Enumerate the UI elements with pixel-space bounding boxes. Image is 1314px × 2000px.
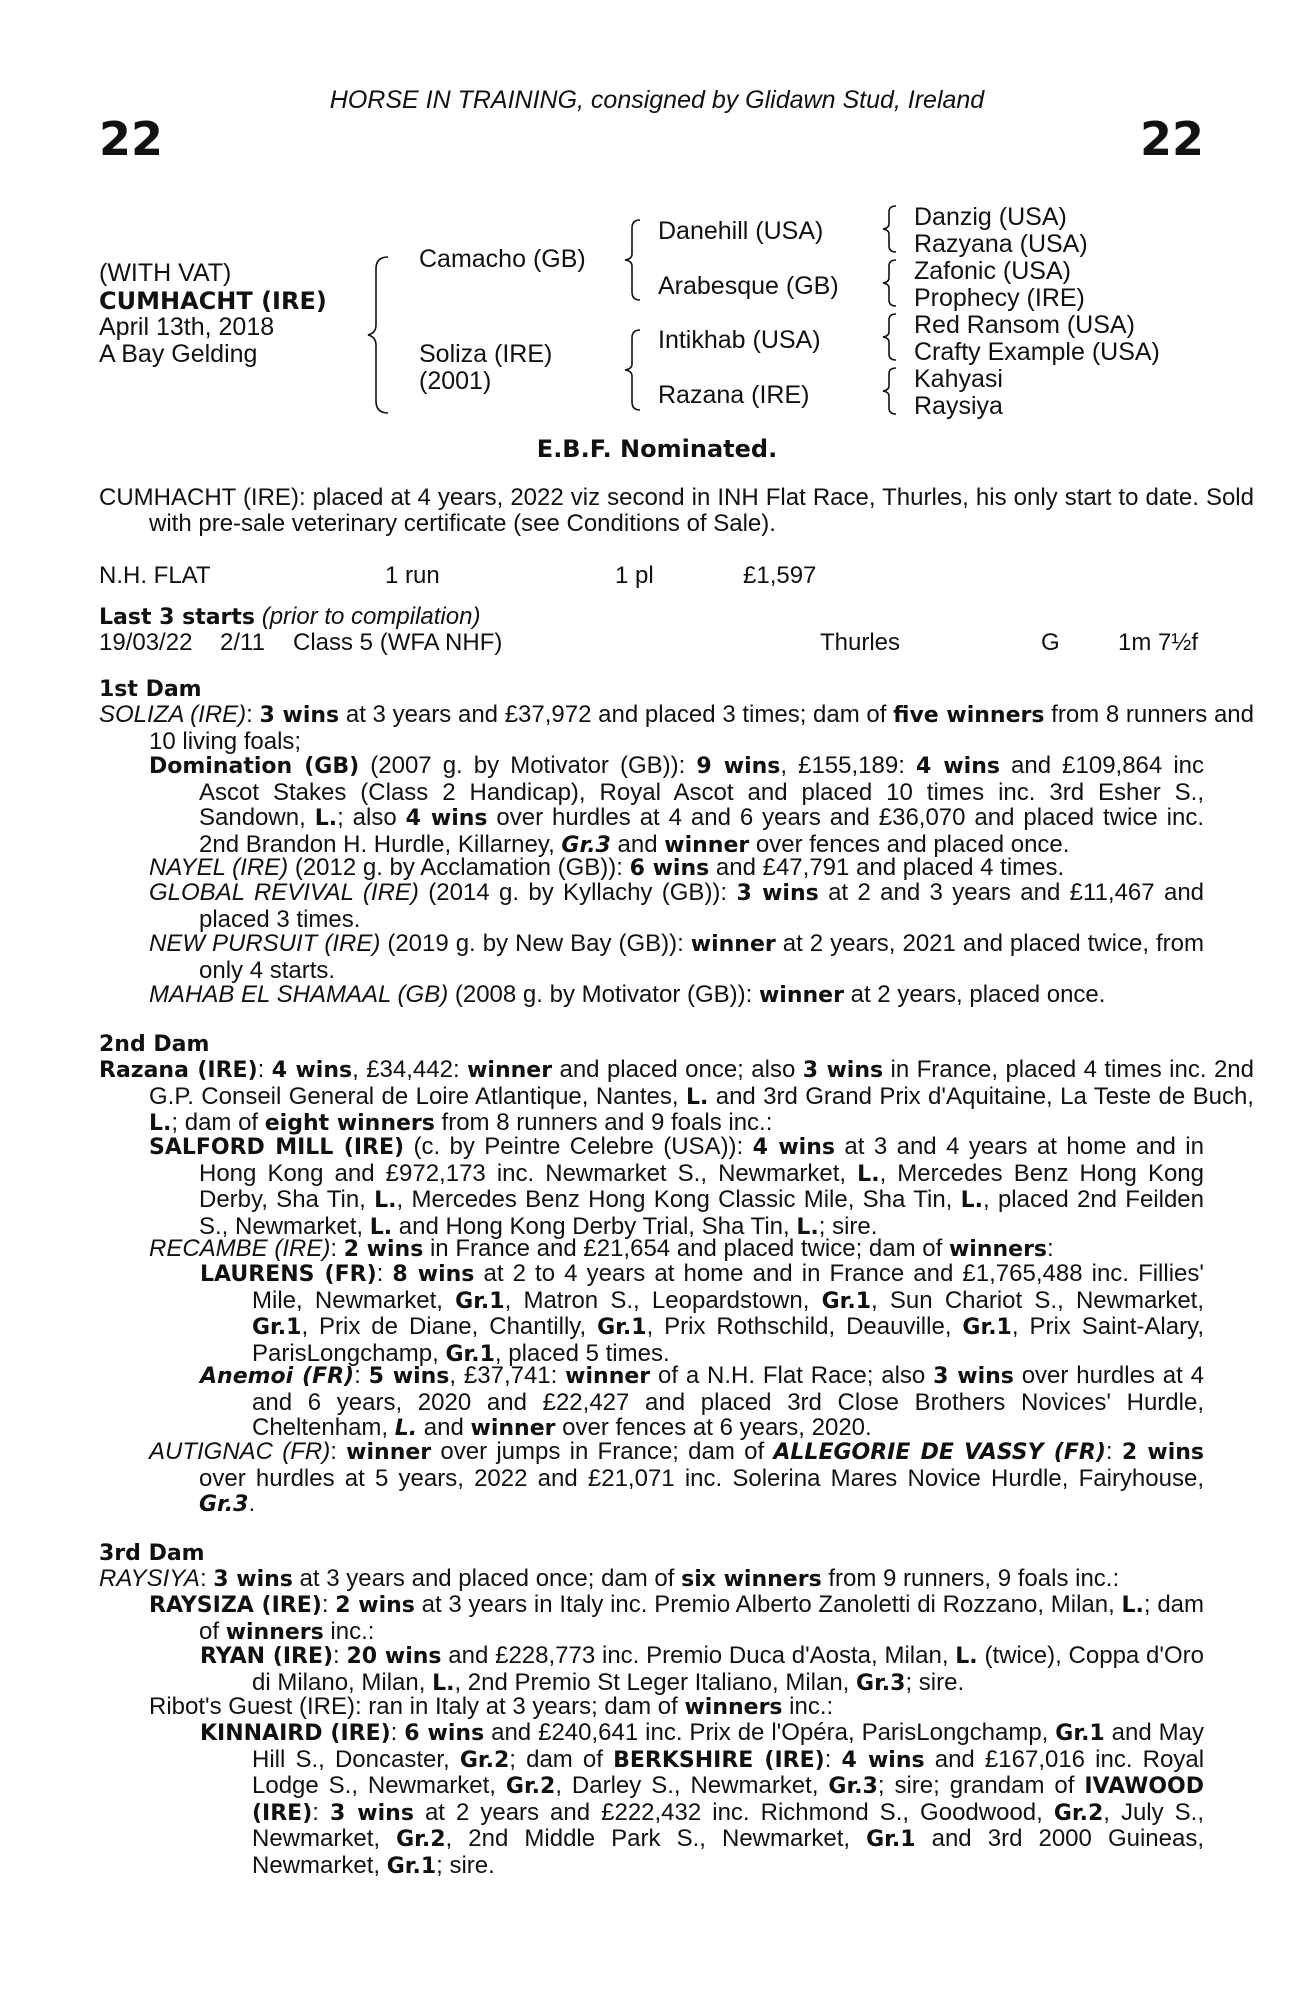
text: ; dam of <box>509 1745 614 1773</box>
start-race: Class 5 (WFA NHF) <box>293 629 503 656</box>
pedigree-sire-dam: Arabesque (GB) <box>658 272 839 300</box>
text: : <box>199 1565 214 1592</box>
grade: Gr.2 <box>505 1774 556 1799</box>
text: . <box>248 1490 256 1517</box>
start-date: 19/03/22 <box>99 629 193 656</box>
grade: Gr.1 <box>1055 1721 1105 1746</box>
grade: Gr.2 <box>459 1747 510 1773</box>
winners-count: six winners <box>681 1567 822 1592</box>
produce-autignac <box>149 1439 1204 1518</box>
text: (c. by Peintre Celebre (USA)): <box>404 1133 753 1160</box>
record-placed: 1 pl <box>615 562 654 589</box>
start-position: 2/11 <box>220 629 265 656</box>
pedigree-dam-year: (2001) <box>419 367 492 395</box>
text: : <box>1105 1438 1122 1465</box>
pedigree-brace-sire <box>622 218 644 302</box>
text: : <box>1047 1235 1054 1262</box>
grade: Gr.3 <box>561 832 611 858</box>
grade: Gr.1 <box>597 1315 647 1340</box>
produce-laurens <box>200 1261 1204 1367</box>
text: , Matron S., Leopardstown, <box>504 1286 822 1314</box>
text: and 3rd 2000 Guineas, Newmarket, <box>252 1825 1205 1879</box>
pedigree-g8: Raysiya <box>914 392 1003 420</box>
grade: Gr.1 <box>445 1341 495 1367</box>
grade: Gr.1 <box>962 1315 1012 1340</box>
text: over fences and placed once. <box>749 830 1070 858</box>
text: ; sire. <box>818 1212 878 1240</box>
horse-name: GLOBAL REVIVAL (IRE) <box>149 879 419 906</box>
lot-number-left: 22 <box>99 112 164 166</box>
text: and <box>610 830 665 858</box>
pedigree-dam-dam: Razana (IRE) <box>658 381 810 409</box>
winners: winners <box>948 1237 1048 1262</box>
winner: winner <box>467 1058 553 1083</box>
text: at 3 years in Italy inc. Premio Alberto Zanoletti di Rozzano, Milan, <box>414 1591 1122 1618</box>
text: from 8 runners and 9 foals inc.: <box>434 1109 773 1136</box>
produce-nayel <box>149 855 1204 882</box>
text: at 2 to 4 years at home and in France and £1,765,488 inc. Fillies' Mile, Newmarket, <box>252 1260 1204 1314</box>
dam-name: SOLIZA (IRE) <box>99 701 247 728</box>
winner: winner <box>565 1364 651 1389</box>
text: ; sire; grandam of <box>877 1772 1085 1799</box>
text: over hurdles at 4 and 6 years, 2020 and £22,427 and placed 3rd Close Brothers Novices' Hurdle, Cheltenham, <box>252 1362 1204 1441</box>
pedigree-brace-dam <box>622 328 644 412</box>
produce-raysiza <box>149 1592 1204 1645</box>
horse-description: A Bay Gelding <box>99 340 258 368</box>
produce-mahab-el-shamaal <box>149 982 1204 1009</box>
summary-text: : placed at 4 years, 2022 viz second in INH Flat Race, Thurles, his only start to date. Sold with pre-sale veterinary certificate (see Conditions of Sale). <box>149 484 1254 537</box>
text: : <box>330 1235 344 1262</box>
grade: L. <box>374 1188 397 1213</box>
dam-name: RAYSIYA <box>99 1565 200 1592</box>
text: in France, placed 4 times inc. 2nd G.P. Conseil General de Loire Atlantique, Nantes, <box>149 1056 1254 1110</box>
start-course: Thurles <box>820 629 901 656</box>
grade: Gr.1 <box>252 1315 302 1340</box>
text: , placed 5 times. <box>494 1339 670 1367</box>
text: (2014 g. by Kyllachy (GB)): <box>418 879 737 906</box>
first-dam-heading: 1st Dam <box>99 677 202 702</box>
produce-ryan <box>200 1643 1204 1696</box>
pedigree-brace-g3 <box>880 312 900 362</box>
text: : <box>333 1642 347 1669</box>
grade: L. <box>955 1644 978 1669</box>
text: in France and £21,654 and placed twice; dam of <box>423 1235 949 1262</box>
text: , Prix Saint-Alary, ParisLongchamp, <box>252 1313 1204 1367</box>
wins: 3 wins <box>213 1567 293 1592</box>
wins: 4 wins <box>752 1135 835 1160</box>
text: ; dam of <box>171 1109 265 1136</box>
winner: winner <box>346 1440 432 1465</box>
text: : <box>257 1056 272 1083</box>
text: (2012 g. by Acclamation (GB)): <box>288 854 630 881</box>
text: , Prix de Diane, Chantilly, <box>301 1313 598 1340</box>
wins-count: 3 wins <box>259 703 340 728</box>
text: , Darley S., Newmarket, <box>555 1772 829 1799</box>
winners-count: eight winners <box>264 1111 435 1136</box>
text: and £228,773 inc. Premio Duca d'Aosta, Milan, <box>441 1642 956 1669</box>
text: (2008 g. by Motivator (GB)): <box>448 981 759 1008</box>
wins: 4 wins <box>405 806 488 831</box>
grade: Gr.1 <box>455 1288 505 1314</box>
foaling-date: April 13th, 2018 <box>99 313 275 341</box>
produce-global-revival <box>149 880 1204 932</box>
grade: L. <box>369 1214 393 1240</box>
text: , Mercedes Benz Hong Kong Derby, Sha Tin, <box>199 1159 1204 1213</box>
horse-name: NAYEL (IRE) <box>149 854 289 881</box>
pedigree-g7: Kahyasi <box>914 365 1003 393</box>
grade: L. <box>432 1670 455 1696</box>
horse-name: KINNAIRD (IRE) <box>200 1721 391 1746</box>
text: and £109,864 inc Ascot Stakes (Class 2 Handicap), Royal Ascot and placed 10 times inc. 3rd Esher S., Sandown, <box>199 752 1205 831</box>
text: , Prix Rothschild, Deauville, <box>646 1313 963 1340</box>
wins: 8 wins <box>392 1262 475 1287</box>
second-dam-heading: 2nd Dam <box>99 1032 210 1057</box>
pedigree-brace-main <box>364 255 394 415</box>
text: inc.: <box>323 1617 375 1645</box>
text: and £47,791 and placed 4 times. <box>709 854 1065 881</box>
pedigree-g3: Zafonic (USA) <box>914 257 1071 285</box>
grade: L. <box>314 806 338 831</box>
text: at 2 and 3 years and £11,467 and placed 3 times. <box>199 879 1205 933</box>
wins: 6 wins <box>629 856 710 881</box>
last-starts-note: (prior to compilation) <box>261 603 481 630</box>
text: : <box>246 701 260 728</box>
text: (2007 g. by Motivator (GB)): <box>359 752 697 779</box>
text: , 2nd Premio St Leger Italiano, Milan, <box>454 1668 857 1696</box>
text: , placed 2nd Feilden S., Newmarket, <box>199 1186 1205 1240</box>
text: over jumps in France; dam of <box>431 1438 774 1465</box>
grade: L. <box>685 1084 709 1110</box>
grade: L. <box>796 1214 819 1240</box>
horse-name: Anemoi (FR) <box>200 1364 355 1389</box>
third-dam-heading: 3rd Dam <box>99 1541 205 1566</box>
pedigree-g6: Crafty Example (USA) <box>914 338 1160 366</box>
wins: 6 wins <box>404 1721 485 1746</box>
pedigree-g1: Danzig (USA) <box>914 203 1067 231</box>
start-going: G <box>1041 629 1060 656</box>
produce-anemoi <box>200 1363 1204 1442</box>
wins: 3 wins <box>736 881 819 906</box>
summary-paragraph <box>99 485 1254 536</box>
pedigree-brace-g1 <box>880 204 900 254</box>
text: of a N.H. Flat Race; also <box>650 1362 934 1389</box>
pedigree-brace-g2 <box>880 258 900 308</box>
winners: winners <box>225 1619 324 1645</box>
summary-horse-name: CUMHACHT (IRE) <box>99 484 299 511</box>
wins: 4 wins <box>271 1058 353 1083</box>
record-type: N.H. FLAT <box>99 562 211 589</box>
text: from 8 runners and 10 living foals; <box>149 701 1255 755</box>
text: (twice), Coppa d'Oro di Milano, Milan, <box>252 1642 1204 1696</box>
winners: winners <box>684 1695 783 1720</box>
horse-name: BERKSHIRE (IRE) <box>613 1747 825 1773</box>
horse-name: RAYSIZA (IRE) <box>149 1593 322 1618</box>
produce-ribots-guest <box>149 1694 1204 1721</box>
text: at 2 years, placed once. <box>843 981 1106 1008</box>
text: : <box>390 1719 405 1746</box>
produce-new-pursuit <box>149 931 1204 983</box>
winner: winner <box>690 932 776 957</box>
second-dam-paragraph <box>99 1057 1254 1137</box>
text: : <box>330 1438 347 1465</box>
grade: Gr.2 <box>396 1827 446 1852</box>
text: over hurdles at 5 years, 2022 and £21,071 inc. Solerina Mares Novice Hurdle, Fairyhouse, <box>199 1464 1204 1492</box>
horse-name: NEW PURSUIT (IRE) <box>149 930 381 957</box>
text: (2019 g. by New Bay (GB)): <box>380 930 691 957</box>
horse-name: CUMHACHT (IRE) <box>99 287 327 315</box>
grade: Gr.1 <box>821 1288 872 1314</box>
grade: Gr.3 <box>828 1774 878 1799</box>
text: : <box>354 1362 369 1389</box>
text: at 2 years, 2021 and placed twice, from only 4 starts. <box>199 930 1204 984</box>
grade: L. <box>149 1111 172 1136</box>
horse-name: IVAWOOD (IRE) <box>252 1774 1205 1826</box>
text: and May Hill S., Doncaster, <box>252 1719 1205 1773</box>
text: : <box>376 1260 393 1287</box>
grade: L. <box>1121 1593 1144 1618</box>
text: and placed once; also <box>552 1056 803 1083</box>
winner: winner <box>758 983 844 1008</box>
text: and Hong Kong Derby Trial, Sha Tin, <box>392 1212 797 1240</box>
text: and £167,016 inc. Royal Lodge S., Newmarket, <box>252 1745 1205 1799</box>
text: , July S., Newmarket, <box>252 1798 1205 1852</box>
winner: winner <box>664 832 750 858</box>
text: and £240,641 inc. Prix de l'Opéra, ParisLongchamp, <box>484 1719 1056 1746</box>
first-dam-paragraph <box>99 702 1254 754</box>
text: ; also <box>337 804 406 831</box>
wins: 4 wins <box>841 1747 925 1773</box>
text: at 3 years and £37,972 and placed 3 times; dam of <box>339 701 894 728</box>
text: and 3rd Grand Prix d'Aquitaine, La Teste de Buch, <box>708 1082 1254 1110</box>
record-runs: 1 run <box>385 562 440 589</box>
horse-name: RYAN (IRE) <box>200 1644 334 1669</box>
text: : <box>312 1798 330 1826</box>
pedigree-sire: Camacho (GB) <box>419 245 586 273</box>
last-starts-title: Last 3 starts <box>99 605 256 630</box>
grade: L. <box>960 1188 984 1213</box>
grade: Gr.2 <box>1053 1800 1104 1826</box>
page-header: HORSE IN TRAINING, consigned by Glidawn Stud, Ireland <box>329 86 985 114</box>
produce-recambe <box>149 1236 1204 1263</box>
wins: 3 wins <box>802 1058 884 1083</box>
record-earnings: £1,597 <box>743 562 817 589</box>
horse-name: Domination (GB) <box>149 754 360 779</box>
lot-number-right: 22 <box>1139 112 1204 166</box>
text: , 2nd Middle Park S., Newmarket, <box>445 1825 867 1852</box>
wins: 2 wins <box>343 1237 424 1262</box>
produce-salford-mill <box>149 1134 1204 1240</box>
wins: 3 wins <box>933 1364 1014 1389</box>
third-dam-paragraph <box>99 1566 1254 1593</box>
text: ; sire. <box>436 1851 495 1879</box>
grade: Gr.3 <box>199 1492 249 1517</box>
text: at 3 and 4 years at home and in Hong Kong and £972,173 inc. Newmarket S., Newmarket, <box>199 1133 1204 1187</box>
text: , £155,189: <box>780 752 916 779</box>
text: from 9 runners, 9 foals inc.: <box>821 1565 1120 1592</box>
pedigree-dam: Soliza (IRE) <box>419 340 553 368</box>
pedigree-g4: Prophecy (IRE) <box>914 284 1085 312</box>
text: , £34,442: <box>352 1056 468 1083</box>
pedigree-dam-sire: Intikhab (USA) <box>658 326 821 354</box>
winner: winner <box>470 1416 556 1441</box>
grade: Gr.1 <box>386 1853 437 1879</box>
text: at 2 years and £222,432 inc. Richmond S., Goodwood, <box>413 1798 1054 1826</box>
grade: L. <box>857 1161 880 1187</box>
horse-name: MAHAB EL SHAMAAL (GB) <box>149 981 449 1008</box>
text: and <box>417 1414 471 1441</box>
horse-name: SALFORD MILL (IRE) <box>149 1135 405 1160</box>
horse-name: RECAMBE (IRE) <box>149 1235 331 1262</box>
text: inc.: <box>782 1693 834 1720</box>
vat-label: (WITH VAT) <box>99 259 232 287</box>
wins: 2 wins <box>335 1593 415 1618</box>
pedigree-sire-sire: Danehill (USA) <box>658 217 824 245</box>
ebf-nominated: E.B.F. Nominated. <box>536 435 778 463</box>
wins: 2 wins <box>1121 1440 1204 1465</box>
produce-kinnaird <box>200 1720 1204 1879</box>
horse-name: LAURENS (FR) <box>200 1262 377 1287</box>
pedigree-g5: Red Ransom (USA) <box>914 311 1135 339</box>
text: , £37,741: <box>449 1362 566 1389</box>
text: over hurdles at 4 and 6 years and £36,070 and placed twice inc. 2nd Brandon H. Hurdle, Killarney, <box>199 804 1205 858</box>
text: : <box>321 1591 336 1618</box>
wins: 9 wins <box>696 754 781 779</box>
dam-name: Razana (IRE) <box>99 1058 258 1083</box>
wins: 4 wins <box>915 754 1000 779</box>
horse-name: AUTIGNAC (FR) <box>149 1438 331 1465</box>
horse-name: ALLEGORIE DE VASSY (FR) <box>773 1440 1106 1465</box>
text: over fences at 6 years, 2020. <box>555 1414 872 1441</box>
wins: 5 wins <box>368 1364 450 1389</box>
wins: 20 wins <box>346 1644 442 1669</box>
grade: L. <box>394 1416 418 1441</box>
winners-count: five winners <box>893 703 1045 728</box>
text: ; sire. <box>905 1668 965 1696</box>
pedigree-g2: Razyana (USA) <box>914 230 1088 258</box>
grade: Gr.3 <box>856 1670 906 1696</box>
text: , Mercedes Benz Hong Kong Classic Mile, Sha Tin, <box>396 1186 961 1213</box>
wins: 3 wins <box>329 1800 414 1826</box>
text: , Sun Chariot S., Newmarket, <box>871 1286 1204 1314</box>
text: ; dam of <box>199 1591 1205 1645</box>
text: : <box>824 1745 842 1773</box>
last-starts-heading <box>99 604 480 631</box>
produce-domination <box>149 753 1204 858</box>
pedigree-brace-g4 <box>880 366 900 416</box>
grade: Gr.1 <box>866 1827 916 1852</box>
text: Ribot's Guest (IRE): ran in Italy at 3 years; dam of <box>149 1693 685 1720</box>
start-distance: 1m 7½f <box>1118 629 1199 656</box>
text: at 3 years and placed once; dam of <box>292 1565 682 1592</box>
